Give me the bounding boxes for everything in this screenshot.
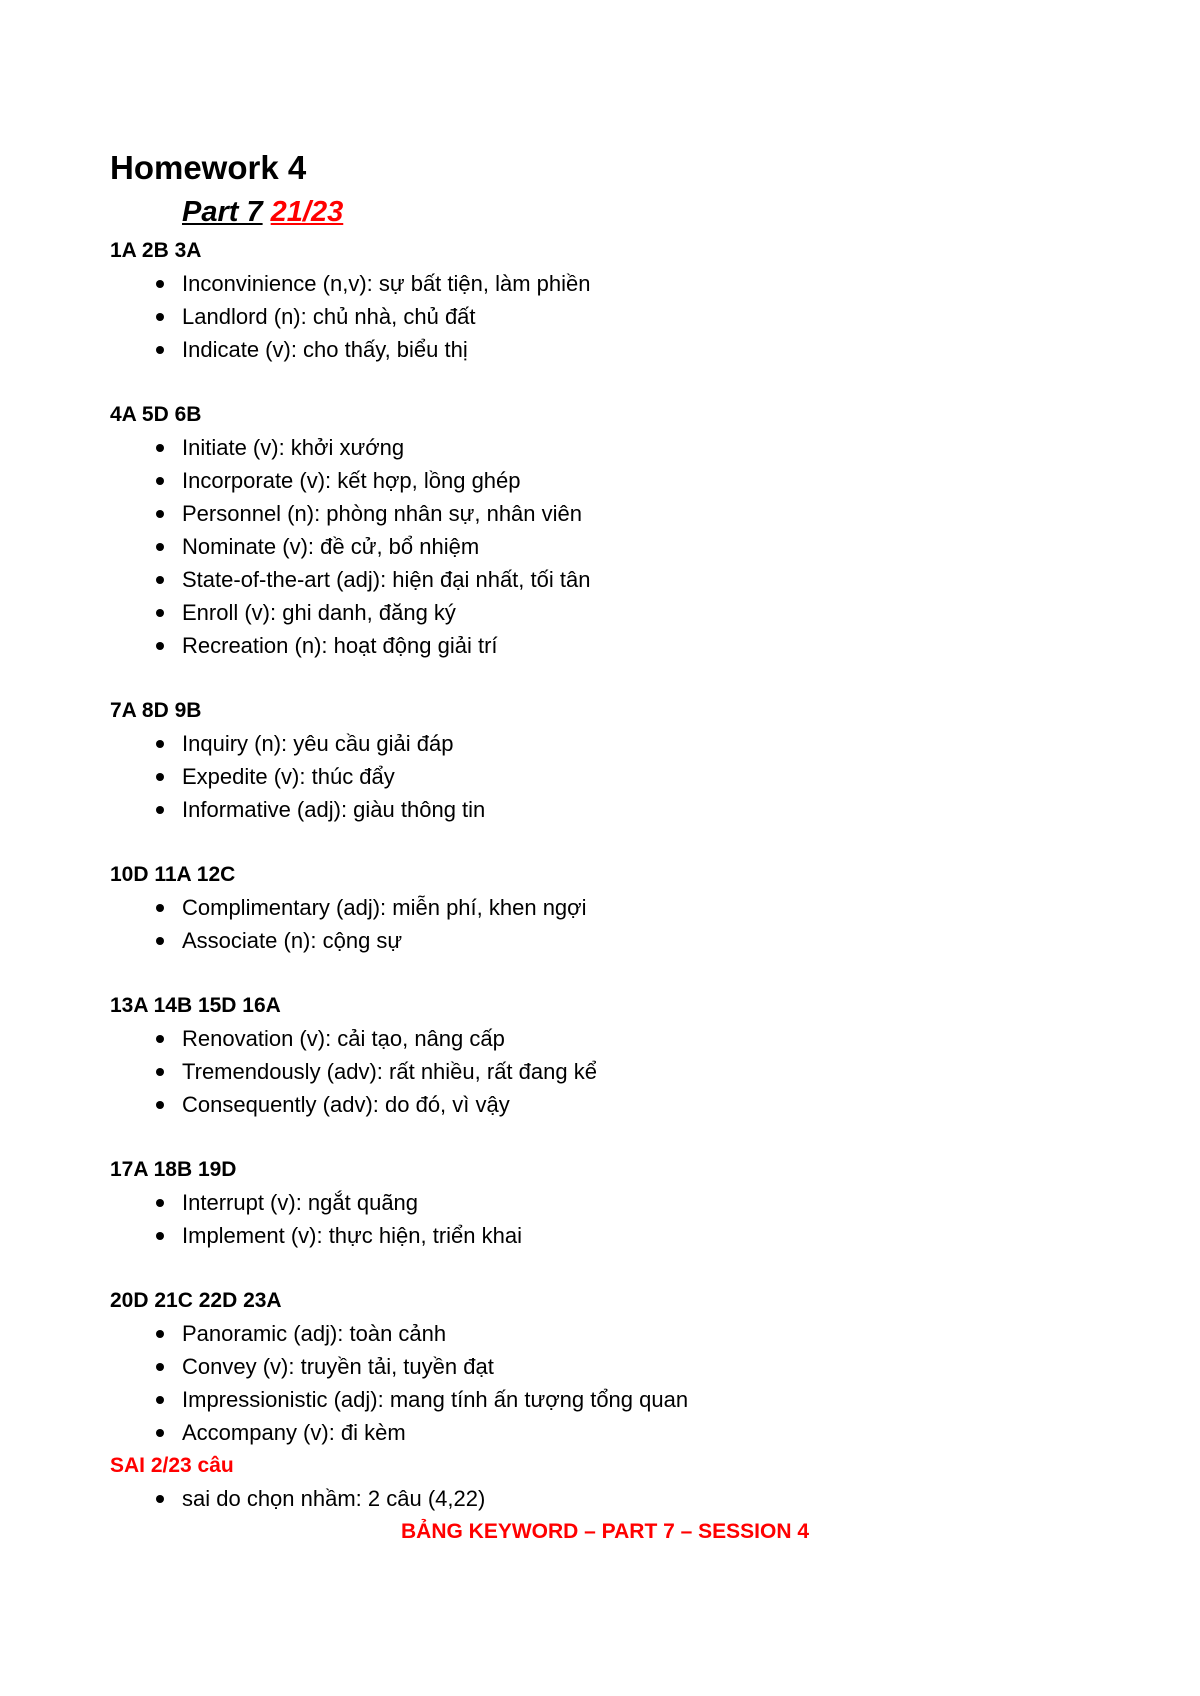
list-item [110,1482,1090,1515]
part-score: 21/23 [270,196,344,228]
answer-groups [110,234,1090,1449]
list-item-text: Renovation (v): cải tạo, nâng cấp [182,1026,505,1051]
bullet-icon [156,280,164,288]
bullet-icon [156,510,164,518]
answer-key: 10D 11A 12C [110,863,236,886]
list-item-text: Initiate (v): khởi xướng [182,435,405,460]
list-item-text: Panoramic (adj): toàn cảnh [182,1321,447,1346]
bullet-icon [156,1363,164,1371]
bullet-icon [156,313,164,321]
list-item-text: Informative (adj): giàu thông tin [182,797,486,822]
answer-group [110,694,1090,826]
list-item [110,1088,1090,1121]
list-item-text: Landlord (n): chủ nhà, chủ đất [182,304,476,329]
bullet-icon [156,609,164,617]
bullet-icon [156,937,164,945]
vocabulary-list [110,727,1090,826]
bullet-icon [156,1035,164,1043]
list-item [110,1350,1090,1383]
list-item [110,300,1090,333]
keyword-table-title: BẢNG KEYWORD – PART 7 – SESSION 4 [400,1520,810,1543]
list-item-text: sai do chọn nhầm: 2 câu (4,22) [182,1486,486,1511]
answer-key: 4A 5D 6B [110,403,202,426]
answer-group [110,398,1090,662]
list-item [110,760,1090,793]
bullet-icon [156,1396,164,1404]
answer-key: 1A 2B 3A [110,239,202,262]
list-item-text: Inquiry (n): yêu cầu giải đáp [182,731,454,756]
answer-key: 20D 21C 22D 23A [110,1289,282,1312]
vocabulary-list [110,1317,1090,1449]
bullet-icon [156,543,164,551]
list-item-text: Implement (v): thực hiện, triển khai [182,1223,522,1248]
list-item [110,1186,1090,1219]
list-item-text: Indicate (v): cho thấy, biểu thị [182,337,468,362]
wrong-section [110,1449,1090,1515]
list-item-text: Consequently (adv): do đó, vì vậy [182,1092,510,1117]
list-item-text: Associate (n): cộng sự [182,928,403,953]
vocabulary-list [110,431,1090,662]
list-item [110,431,1090,464]
wrong-summary-title: SAI 2/23 câu [110,1454,234,1477]
list-item [110,464,1090,497]
list-item-text: Inconvinience (n,v): sự bất tiện, làm phiền [182,271,591,296]
list-item [110,596,1090,629]
list-item [110,333,1090,366]
bullet-icon [156,1101,164,1109]
list-item-text: Personnel (n): phòng nhân sự, nhân viên [182,501,582,526]
answer-key: 7A 8D 9B [110,699,202,722]
list-item [110,727,1090,760]
vocabulary-list [110,1022,1090,1121]
list-item-text: Convey (v): truyền tải, tuyền đạt [182,1354,494,1379]
list-item [110,1317,1090,1350]
list-item [110,530,1090,563]
answer-group [110,858,1090,957]
vocabulary-list [110,891,1090,957]
bullet-icon [156,1199,164,1207]
answer-group [110,1284,1090,1449]
vocabulary-list [110,1186,1090,1252]
list-item-text: Accompany (v): đi kèm [182,1420,406,1445]
list-item-text: Complimentary (adj): miễn phí, khen ngợi [182,895,587,920]
bullet-icon [156,346,164,354]
list-item-text: Nominate (v): đề cử, bổ nhiệm [182,534,480,559]
answer-group [110,1153,1090,1252]
bullet-icon [156,904,164,912]
part-heading [182,190,1090,234]
list-item [110,1055,1090,1088]
bullet-icon [156,477,164,485]
list-item [110,267,1090,300]
list-item-text: Impressionistic (adj): mang tính ấn tượng tổng quan [182,1387,689,1412]
list-item [110,793,1090,826]
list-item [110,497,1090,530]
bullet-icon [156,1429,164,1437]
list-item [110,924,1090,957]
list-item-text: State-of-the-art (adj): hiện đại nhất, tối tân [182,567,591,592]
bullet-icon [156,1232,164,1240]
part-label: Part 7 [182,196,263,228]
list-item-text: Enroll (v): ghi danh, đăng ký [182,600,456,625]
document-title: Homework 4 [110,149,307,186]
list-item-text: Recreation (n): hoạt động giải trí [182,633,498,658]
answer-key: 13A 14B 15D 16A [110,994,281,1017]
answer-key: 17A 18B 19D [110,1158,237,1181]
list-item [110,1383,1090,1416]
list-item-text: Interrupt (v): ngắt quãng [182,1190,419,1215]
bullet-icon [156,576,164,584]
list-item [110,563,1090,596]
list-item [110,1022,1090,1055]
answer-group [110,989,1090,1121]
vocabulary-list [110,267,1090,366]
list-item [110,1416,1090,1449]
bullet-icon [156,740,164,748]
list-item-text: Incorporate (v): kết hợp, lồng ghép [182,468,521,493]
list-item-text: Expedite (v): thúc đẩy [182,764,395,789]
bullet-icon [156,773,164,781]
bullet-icon [156,1330,164,1338]
bullet-icon [156,806,164,814]
document [110,146,1090,1548]
wrong-list [110,1482,1090,1515]
bullet-icon [156,642,164,650]
list-item [110,629,1090,662]
list-item [110,891,1090,924]
bullet-icon [156,444,164,452]
list-item-text: Tremendously (adv): rất nhiều, rất đang kể [182,1059,597,1084]
bullet-icon [156,1068,164,1076]
bullet-icon [156,1495,164,1503]
answer-group [110,234,1090,366]
list-item [110,1219,1090,1252]
